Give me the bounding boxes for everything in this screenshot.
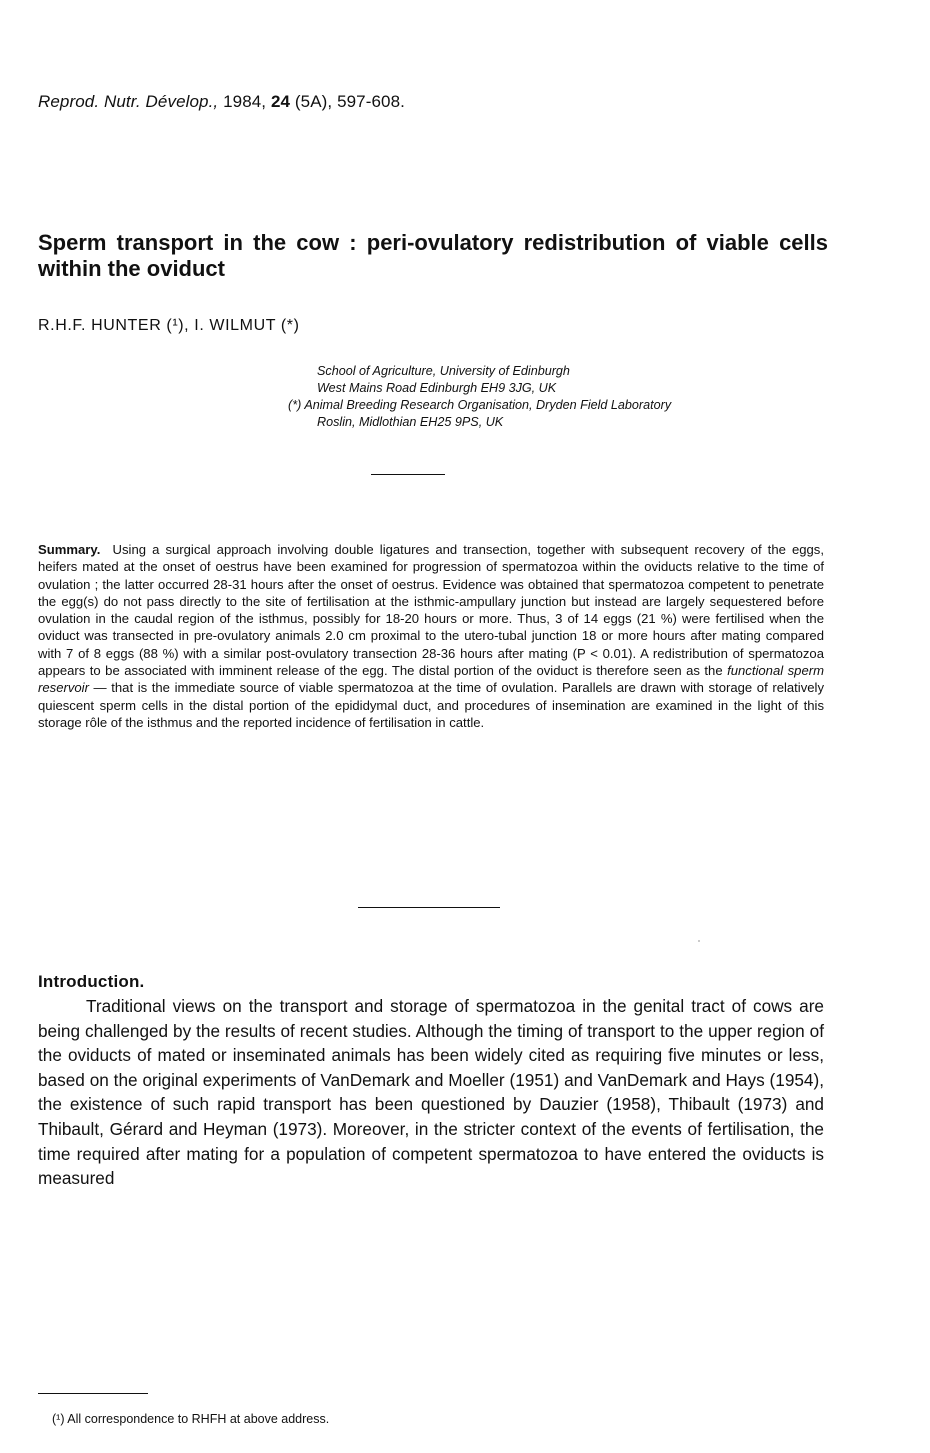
footnote-rule [38, 1393, 148, 1394]
issue-pages: (5A), 597-608. [294, 92, 405, 111]
introduction-paragraph: Traditional views on the transport and storage of spermatozoa in the genital tract of cows are being challenged by the results of recent studies. Although the timing of transport to the upper region of the oviducts of mated or inseminated animals has been widely cited as requiring five minutes or less, based on the original experiments of VanDemark and Moeller (1951) and VanDemark and Hays (1954), the existence of such rapid transport has been questioned by Dauzier (1958), Thibault (1973) and Thibault, Gérard and Heyman (1973). Moreover, in the stricter context of the events of fertilisation, the time required after mating for a population of competent spermatozoa to have entered the oviducts is measured [38, 996, 824, 1189]
scan-speck [698, 940, 700, 942]
affiliation-line: Roslin, Midlothian EH25 9PS, UK [317, 415, 504, 429]
publication-year: 1984, [223, 92, 267, 111]
volume-number: 24 [270, 92, 291, 111]
affiliation-line: (*) Animal Breeding Research Organisation, Dryden Field Laboratory [288, 398, 672, 412]
summary-text-continued: — that is the immediate source of viable spermatozoa at the time of ovulation. Parallels are drawn with storage of relatively quiescent sperm cells in the distal portion of the epididymal duct, and procedures of insemination are examined in the light of this storage rôle of the isthmus and the reported incidence of fertilisation in cattle. [38, 680, 824, 730]
section-divider [358, 907, 500, 908]
journal-citation [38, 92, 405, 112]
article-title: Sperm transport in the cow : peri-ovulatory redistribution of viable cells within the oviduct [38, 230, 828, 281]
summary-italic-phrase: functional sperm reservoir [38, 663, 825, 696]
author-list: R.H.F. HUNTER (¹), I. WILMUT (*) [38, 317, 300, 334]
affiliations [288, 363, 833, 431]
summary-label: Summary. [38, 542, 101, 557]
summary-abstract [38, 541, 824, 731]
section-divider [371, 474, 445, 475]
introduction-heading: Introduction. [38, 972, 145, 991]
journal-name: Reprod. Nutr. Dévelop., [38, 92, 219, 111]
summary-text: Using a surgical approach involving double ligatures and transection, together with subsequent recovery of the eggs, heifers mated at the onset of oestrus have been examined for progression of spermatozoa within the oviducts relative to the time of ovulation ; the latter occurred 28-31 hours after the onset of oestrus. Evidence was obtained that spermatozoa competent to penetrate the egg(s) do not pass directly to the site of fertilisation at the isthmic-ampullary junction but instead are largely sequestered before ovulation in the caudal region of the isthmus, possibly for 18-20 hours or more. Thus, 3 of 14 eggs (21 %) were fertilised when the oviduct was transected in pre-ovulatory animals 2.0 cm proximal to the utero-tubal junction 18 or more hours after mating compared with 7 of 8 eggs (88 %) with a similar post-ovulatory transection 28-36 hours after mating (P < 0.01). A redistribution of spermatozoa appears to be associated with imminent release of the egg. The distal portion of the oviduct is therefore seen as the [38, 542, 824, 679]
footnote: (¹) All correspondence to RHFH at above address. [52, 1412, 330, 1426]
affiliation-line: School of Agriculture, University of Edinburgh [317, 364, 570, 378]
affiliation-line: West Mains Road Edinburgh EH9 3JG, UK [317, 381, 557, 395]
